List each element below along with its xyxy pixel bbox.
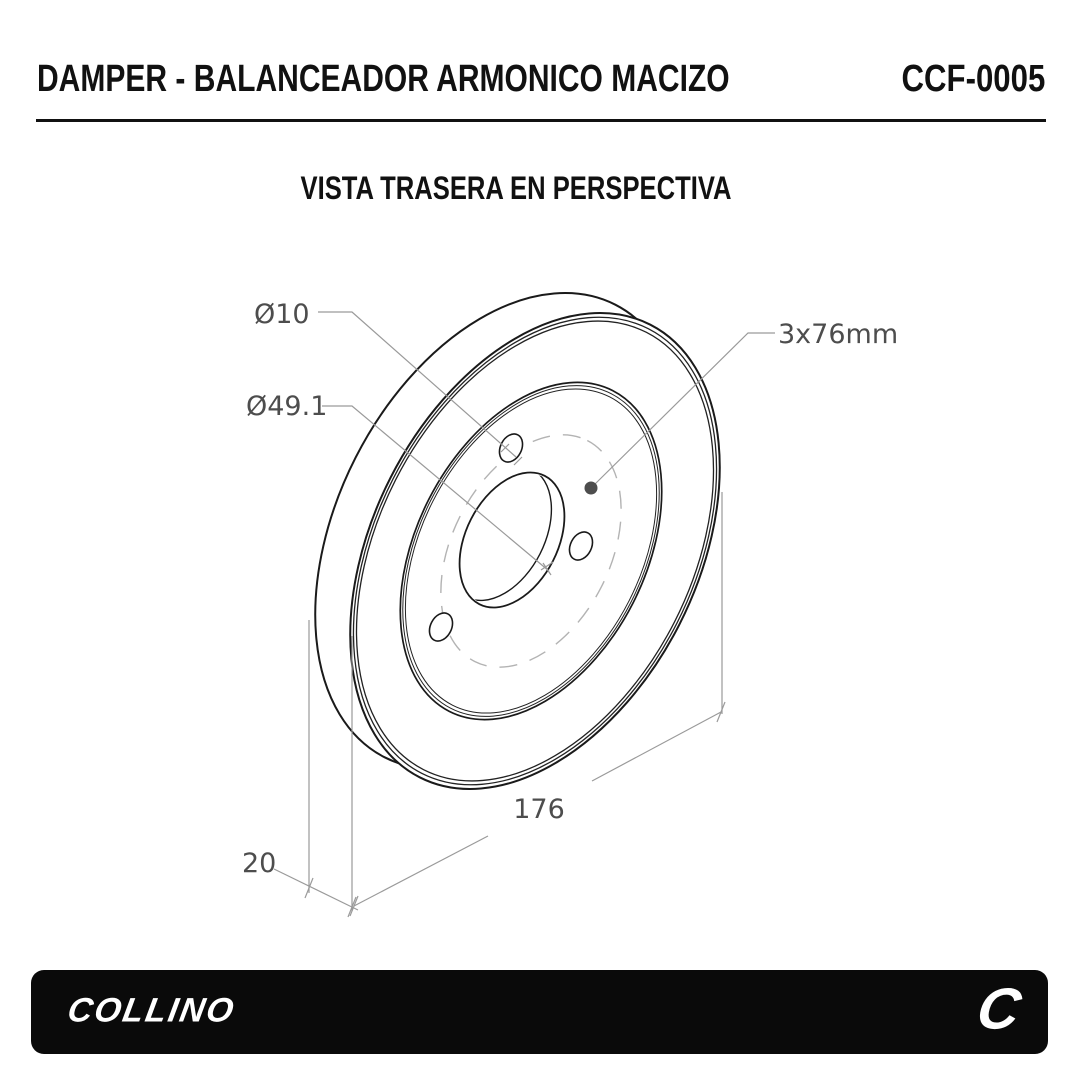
brand-logo-text: COLLINO bbox=[64, 991, 239, 1030]
hole-spacing-dot bbox=[585, 482, 598, 495]
label-hole-spacing: 3x76mm bbox=[778, 319, 899, 350]
footer-bar bbox=[31, 970, 1048, 1054]
part-code: CCF-0005 bbox=[901, 58, 1045, 100]
page-title: DAMPER - BALANCEADOR ARMONICO MACIZO bbox=[37, 58, 730, 100]
dimension-20-line bbox=[274, 869, 358, 917]
label-outer-diameter: 176 bbox=[513, 794, 565, 825]
label-bolt-hole-diameter: Ø10 bbox=[254, 299, 310, 330]
brand-c-icon: C bbox=[972, 976, 1026, 1042]
label-bore-diameter: Ø49.1 bbox=[246, 391, 328, 422]
label-thickness: 20 bbox=[242, 848, 277, 879]
view-title: VISTA TRASERA EN PERSPECTIVA bbox=[300, 170, 732, 206]
